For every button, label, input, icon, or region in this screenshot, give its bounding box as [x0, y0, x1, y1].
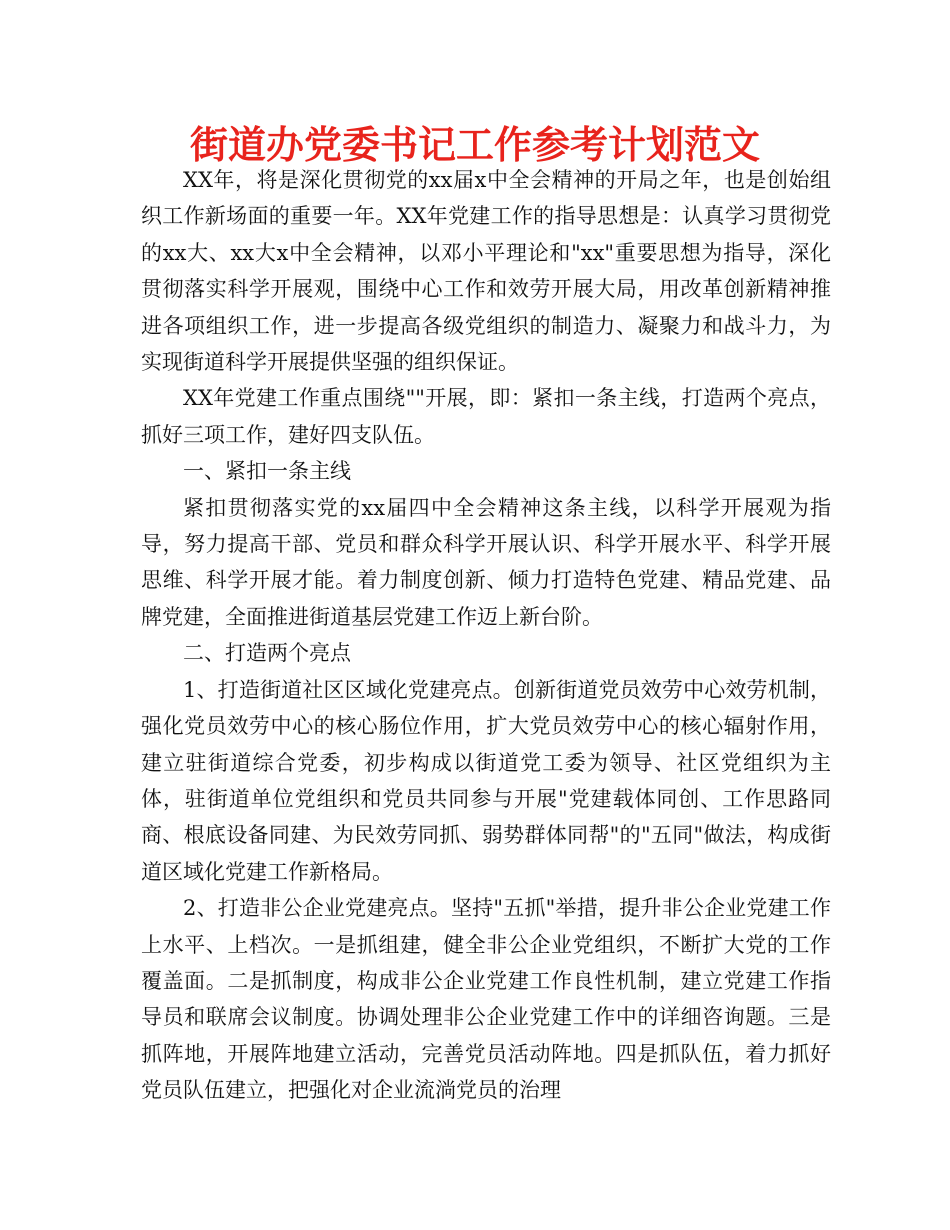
- document-body: [141, 162, 831, 1109]
- paragraph-highlight-one: 1、打造街道社区区域化党建亮点。创新街道党员效劳中心效劳机制，强化党员效劳中心的核心肠位作用，扩大党员效劳中心的核心辐射作用，建立驻街道综合党委，初步构成以街道党工委为领导、社区党组织为主体，驻街道单位党组织和党员共同参与开展"党建载体同创、工作思路同商、根底设备同建、为民效劳同抓、弱势群体同帮"的"五同"做法，构成街道区域化党建工作新格局。: [141, 677, 831, 884]
- paragraph-highlight-two: 2、打造非公企业党建亮点。坚持"五抓"举措，提升非公企业党建工作上水平、上档次。一是抓组建，健全非公企业党组织，不断扩大党的工作覆盖面。二是抓制度，构成非公企业党建工作良性机制，建立党建工作指导员和联席会议制度。协调处理非公企业党建工作中的详细咨询题。三是抓阵地，开展阵地建立活动，完善党员活动阵地。四是抓队伍，着力抓好党员队伍建立，把强化对企业流淌党员的治理: [141, 896, 831, 1103]
- paragraph-focus: XX年党建工作重点围绕""开展，即：紧扣一条主线，打造两个亮点，抓好三项工作，建好四支队伍。: [141, 386, 831, 447]
- document-title: 街道办党委书记工作参考计划范文: [189, 123, 760, 167]
- section-heading-one: 一、紧扣一条主线: [183, 459, 351, 484]
- paragraph-main-line: 紧扣贯彻落实党的xx届四中全会精神这条主线，以科学开展观为指导，努力提高干部、党员和群众科学开展认识、科学开展水平、科学开展思维、科学开展才能。着力制度创新、倾力打造特色党建、精品党建、品牌党建，全面推进街道基层党建工作迈上新台阶。: [141, 495, 831, 629]
- section-heading-two: 二、打造两个亮点: [183, 641, 351, 666]
- paragraph-intro: XX年，将是深化贯彻党的xx届x中全会精神的开局之年，也是创始组织工作新场面的重要一年。XX年党建工作的指导思想是：认真学习贯彻党的xx大、xx大x中全会精神，以邓小平理论和"xx"重要思想为指导，深化贯彻落实科学开展观，围绕中心工作和效劳开展大局，用改革创新精神推进各项组织工作，进一步提高各级党组织的制造力、凝聚力和战斗力，为实现街道科学开展提供坚强的组织保证。: [141, 168, 831, 375]
